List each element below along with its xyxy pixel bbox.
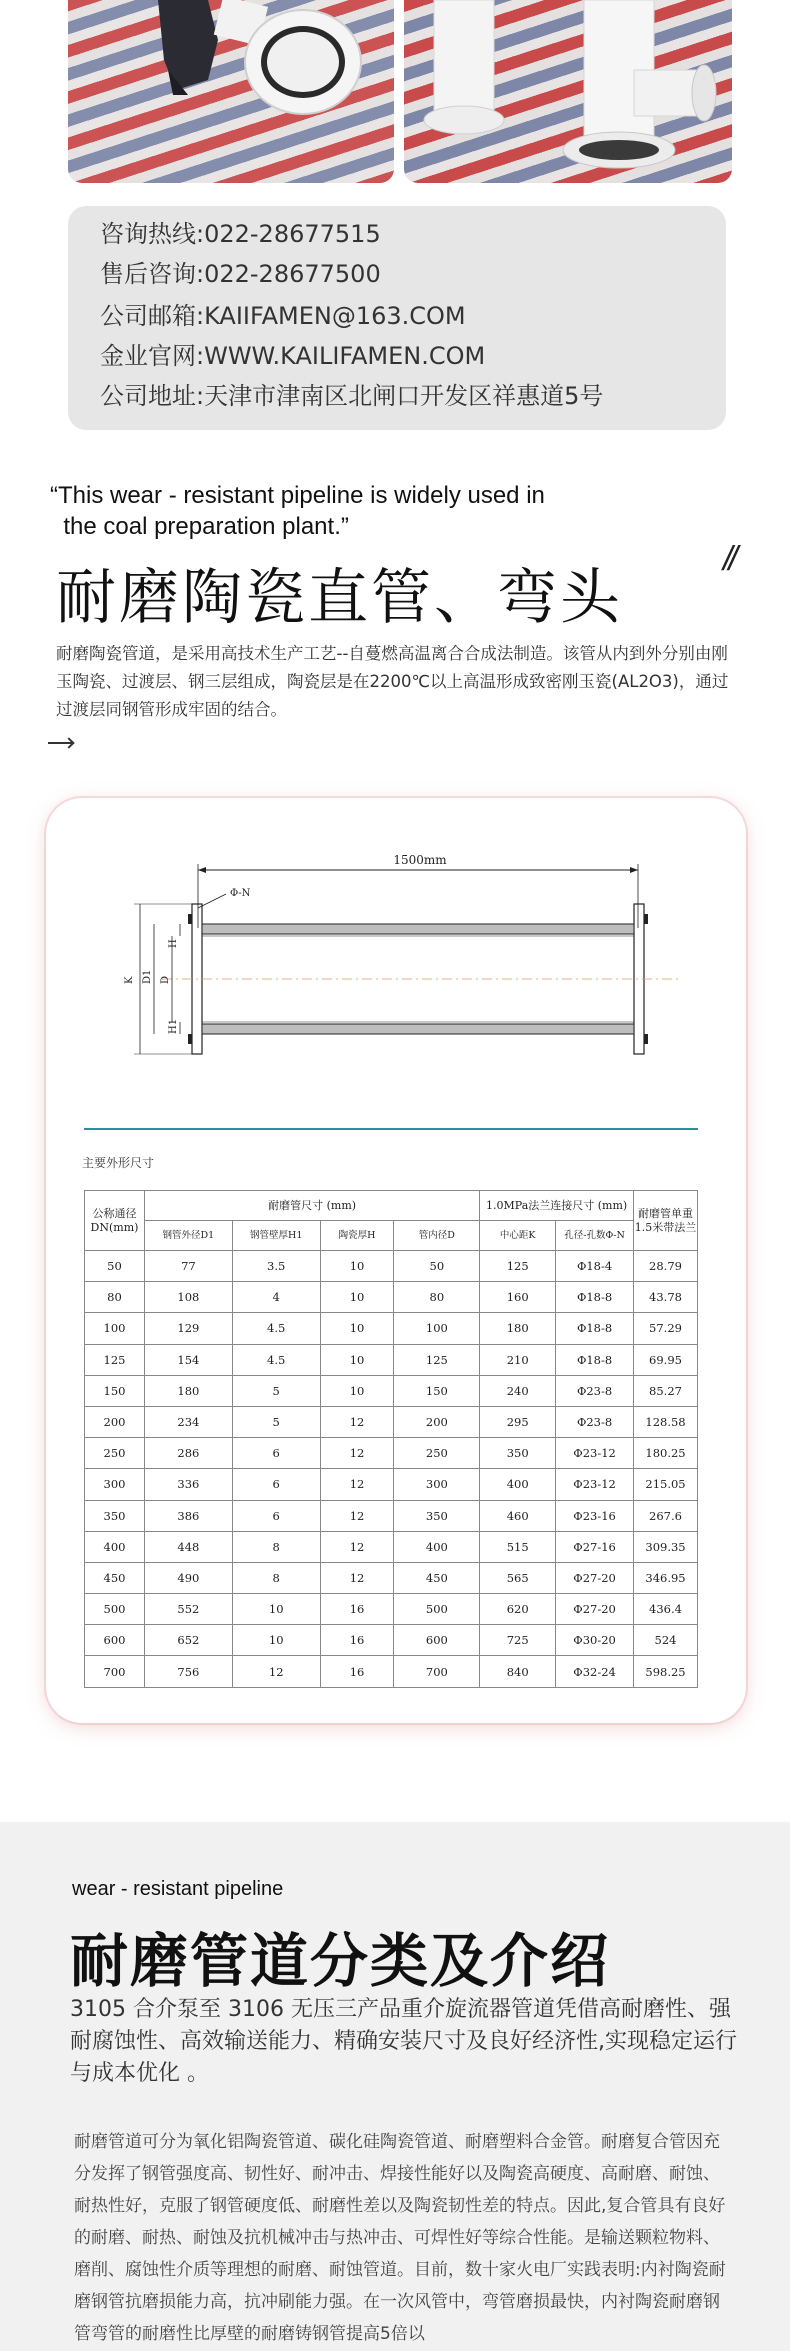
table-cell: Φ23-16 — [556, 1500, 634, 1531]
table-cell: 128.58 — [634, 1406, 698, 1437]
table-cell: Φ32-24 — [556, 1656, 634, 1687]
table-cell: 80 — [85, 1282, 145, 1313]
product-photos — [68, 0, 732, 183]
table-cell: 4.5 — [232, 1313, 320, 1344]
table-cell: 400 — [480, 1469, 556, 1500]
contact-info-box — [68, 206, 726, 430]
table-cell: 150 — [394, 1375, 480, 1406]
table-cell: 10 — [232, 1625, 320, 1656]
table-cell: 10 — [320, 1344, 394, 1375]
table-cell: 309.35 — [634, 1531, 698, 1562]
table-row — [85, 1313, 698, 1344]
pipe-fittings-illustration — [404, 0, 732, 183]
table-cell: 4 — [232, 1282, 320, 1313]
table-cell: 77 — [144, 1251, 232, 1282]
table-cell: 700 — [85, 1656, 145, 1687]
table-caption: 主要外形尺寸 — [82, 1156, 155, 1170]
table-cell: 10 — [320, 1282, 394, 1313]
table-cell: Φ18-8 — [556, 1313, 634, 1344]
photo-pipe-fittings — [404, 0, 732, 183]
table-cell: 129 — [144, 1313, 232, 1344]
table-row — [85, 1282, 698, 1313]
table-cell: 267.6 — [634, 1500, 698, 1531]
table-cell: 4.5 — [232, 1344, 320, 1375]
table-cell: 12 — [320, 1438, 394, 1469]
table-cell: 180.25 — [634, 1438, 698, 1469]
table-cell: 160 — [480, 1282, 556, 1313]
table-cell: 300 — [85, 1469, 145, 1500]
table-cell: Φ18-8 — [556, 1282, 634, 1313]
table-row — [85, 1656, 698, 1687]
decorative-slash: // — [723, 540, 734, 578]
table-cell: Φ27-20 — [556, 1562, 634, 1593]
section-title-classification: 耐磨管道分类及介绍 — [70, 1927, 611, 1995]
table-cell: 286 — [144, 1438, 232, 1469]
table-cell: 200 — [85, 1406, 145, 1437]
table-row — [85, 1469, 698, 1500]
table-cell: 8 — [232, 1562, 320, 1593]
table-cell: 350 — [480, 1438, 556, 1469]
table-row — [85, 1406, 698, 1437]
table-cell: 180 — [144, 1375, 232, 1406]
table-cell: 28.79 — [634, 1251, 698, 1282]
website-text: 金业官网:WWW.KAILIFAMEN.COM — [100, 342, 486, 370]
table-cell: 240 — [480, 1375, 556, 1406]
table-cell: Φ18-4 — [556, 1251, 634, 1282]
table-cell: 756 — [144, 1656, 232, 1687]
email-text: 公司邮箱:KAIIFAMEN@163.COM — [100, 302, 466, 330]
dim-d-label: D — [160, 975, 171, 984]
table-cell: 725 — [480, 1625, 556, 1656]
table-cell: 50 — [394, 1251, 480, 1282]
table-row — [85, 1438, 698, 1469]
table-cell: 12 — [320, 1500, 394, 1531]
length-label: 1500mm — [393, 853, 447, 867]
table-cell: 16 — [320, 1656, 394, 1687]
table-cell: 215.05 — [634, 1469, 698, 1500]
table-cell: 85.27 — [634, 1375, 698, 1406]
dim-k-label: K — [124, 976, 135, 984]
table-cell: 598.25 — [634, 1656, 698, 1687]
table-cell: 12 — [320, 1469, 394, 1500]
header-ceramic: 陶瓷厚H — [320, 1221, 394, 1251]
section-subtitle: 3105 合介泵至 3106 无压三产品重介旋流器管道凭借高耐磨性、强耐腐蚀性、高效输送能力、精确安装尺寸及良好经济性,实现稳定运行与成本优化 。 — [70, 1997, 737, 2086]
header-dn: 公称通径DN(mm) — [85, 1191, 145, 1251]
table-cell: 460 — [480, 1500, 556, 1531]
table-cell: 5 — [232, 1406, 320, 1437]
table-cell: 600 — [394, 1625, 480, 1656]
table-cell: 250 — [85, 1438, 145, 1469]
table-cell: 10 — [232, 1594, 320, 1625]
section-description: 耐磨陶瓷管道，是采用高技术生产工艺--自蔓燃高温离合合成法制造。该管从内到外分别由刚玉陶瓷、过渡层、钢三层组成，陶瓷层是在2200℃以上高温形成致密刚玉瓷(AL2O3)，通过过渡层同钢管形成牢固的结合。 — [56, 644, 729, 719]
table-row — [85, 1375, 698, 1406]
header-outer-dia: 钢管外径D1 — [144, 1221, 232, 1251]
table-cell: 6 — [232, 1469, 320, 1500]
technical-drawing-card — [46, 798, 746, 1723]
table-cell: 43.78 — [634, 1282, 698, 1313]
table-cell: 400 — [85, 1531, 145, 1562]
table-row — [85, 1562, 698, 1593]
table-cell: 336 — [144, 1469, 232, 1500]
table-cell: 16 — [320, 1625, 394, 1656]
table-cell: 154 — [144, 1344, 232, 1375]
spec-table-body — [85, 1251, 698, 1688]
table-cell: Φ27-20 — [556, 1594, 634, 1625]
section-body-text: 耐磨管道可分为氧化铝陶瓷管道、碳化硅陶瓷管道、耐磨塑料合金管。耐磨复合管因充分发挥了钢管强度高、韧性好、耐冲击、焊接性能好以及陶瓷高硬度、高耐磨、耐蚀、耐热性好，克服了钢管硬度低、耐磨性差以及陶瓷韧性差的特点。因此,复合管具有良好的耐磨、耐热、耐蚀及抗机械冲击与热冲击、可焊性好等综合性能。是输送颗粒物料、磨削、腐蚀性介质等理想的耐磨、耐蚀管道。目前，数十家火电厂实践表明:内衬陶瓷耐磨钢管抗磨损能力高，抗冲刷能力强。在一次风管中，弯管磨损最快，内衬陶瓷耐磨钢管弯管的耐磨性比厚壁的耐磨铸钢管提高5倍以 — [74, 2132, 726, 2344]
photo-worker-with-pipe — [68, 0, 394, 183]
table-cell: 200 — [394, 1406, 480, 1437]
table-cell: 3.5 — [232, 1251, 320, 1282]
table-row — [85, 1251, 698, 1282]
table-cell: 448 — [144, 1531, 232, 1562]
table-cell: 500 — [85, 1594, 145, 1625]
pipe-drawing — [82, 838, 722, 1098]
table-cell: Φ23-12 — [556, 1469, 634, 1500]
table-cell: 180 — [480, 1313, 556, 1344]
table-cell: Φ27-16 — [556, 1531, 634, 1562]
table-cell: Φ23-12 — [556, 1438, 634, 1469]
table-cell: 600 — [85, 1625, 145, 1656]
table-cell: 350 — [394, 1500, 480, 1531]
table-cell: 350 — [85, 1500, 145, 1531]
table-cell: 552 — [144, 1594, 232, 1625]
dim-h-label: H — [168, 939, 179, 948]
table-cell: 125 — [480, 1251, 556, 1282]
table-cell: 100 — [394, 1313, 480, 1344]
worker-pipe-illustration — [68, 0, 394, 183]
table-cell: 250 — [394, 1438, 480, 1469]
dim-d1-label: D1 — [142, 969, 153, 984]
table-cell: 840 — [480, 1656, 556, 1687]
table-cell: 10 — [320, 1375, 394, 1406]
table-cell: 346.95 — [634, 1562, 698, 1593]
table-cell: 295 — [480, 1406, 556, 1437]
table-cell: 210 — [480, 1344, 556, 1375]
after-sales-text: 售后咨询:022-28677500 — [100, 260, 381, 288]
table-row — [85, 1531, 698, 1562]
flange-label: Φ-N — [230, 888, 251, 899]
table-cell: 6 — [232, 1438, 320, 1469]
table-cell: Φ23-8 — [556, 1406, 634, 1437]
table-cell: 100 — [85, 1313, 145, 1344]
table-cell: 500 — [394, 1594, 480, 1625]
table-cell: 50 — [85, 1251, 145, 1282]
table-cell: 652 — [144, 1625, 232, 1656]
header-pipe-group: 耐磨管尺寸 (mm) — [144, 1191, 479, 1221]
spec-table — [84, 1190, 698, 1688]
table-cell: 108 — [144, 1282, 232, 1313]
table-cell: 57.29 — [634, 1313, 698, 1344]
table-row — [85, 1344, 698, 1375]
table-cell: 450 — [394, 1562, 480, 1593]
hotline-text: 咨询热线:022-28677515 — [100, 220, 381, 248]
table-cell: 80 — [394, 1282, 480, 1313]
table-cell: 8 — [232, 1531, 320, 1562]
pipeline-classification-section — [0, 1822, 790, 2351]
address-text: 公司地址:天津市津南区北闸口开发区祥惠道5号 — [100, 382, 604, 410]
table-cell: 386 — [144, 1500, 232, 1531]
header-flange-group: 1.0MPa法兰连接尺寸 (mm) — [480, 1191, 634, 1221]
header-center: 中心距K — [480, 1221, 556, 1251]
table-cell: 6 — [232, 1500, 320, 1531]
table-cell: Φ23-8 — [556, 1375, 634, 1406]
table-cell: 515 — [480, 1531, 556, 1562]
header-holes: 孔径-孔数Φ-N — [556, 1221, 634, 1251]
table-cell: 490 — [144, 1562, 232, 1593]
english-label: wear - resistant pipeline — [72, 1878, 284, 1900]
table-cell: Φ30-20 — [556, 1625, 634, 1656]
table-cell: 16 — [320, 1594, 394, 1625]
table-cell: 125 — [394, 1344, 480, 1375]
table-row — [85, 1500, 698, 1531]
header-weight: 耐磨管单重1.5米带法兰 — [634, 1191, 698, 1251]
table-cell: 5 — [232, 1375, 320, 1406]
table-cell: 400 — [394, 1531, 480, 1562]
table-cell: 12 — [320, 1406, 394, 1437]
table-cell: 450 — [85, 1562, 145, 1593]
table-cell: 436.4 — [634, 1594, 698, 1625]
table-cell: 10 — [320, 1251, 394, 1282]
section-title-ceramic-pipe: 耐磨陶瓷直管、弯头 — [56, 563, 623, 633]
table-row — [85, 1594, 698, 1625]
english-quote: “This wear - resistant pipeline is widely used in the coal preparation plant.” — [50, 482, 545, 540]
table-cell: 10 — [320, 1313, 394, 1344]
divider-line — [84, 1128, 698, 1130]
arrow-right-icon — [48, 742, 72, 744]
table-cell: 234 — [144, 1406, 232, 1437]
table-cell: 12 — [320, 1562, 394, 1593]
table-cell: 69.95 — [634, 1344, 698, 1375]
table-cell: 700 — [394, 1656, 480, 1687]
header-inner-dia: 管内径D — [394, 1221, 480, 1251]
table-cell: 620 — [480, 1594, 556, 1625]
table-cell: 150 — [85, 1375, 145, 1406]
table-cell: 300 — [394, 1469, 480, 1500]
header-wall: 钢管壁厚H1 — [232, 1221, 320, 1251]
table-cell: 125 — [85, 1344, 145, 1375]
table-cell: 524 — [634, 1625, 698, 1656]
dim-h1-label: H1 — [168, 1018, 179, 1034]
table-cell: 12 — [320, 1531, 394, 1562]
table-cell: 12 — [232, 1656, 320, 1687]
table-row — [85, 1625, 698, 1656]
table-cell: Φ18-8 — [556, 1344, 634, 1375]
table-cell: 565 — [480, 1562, 556, 1593]
